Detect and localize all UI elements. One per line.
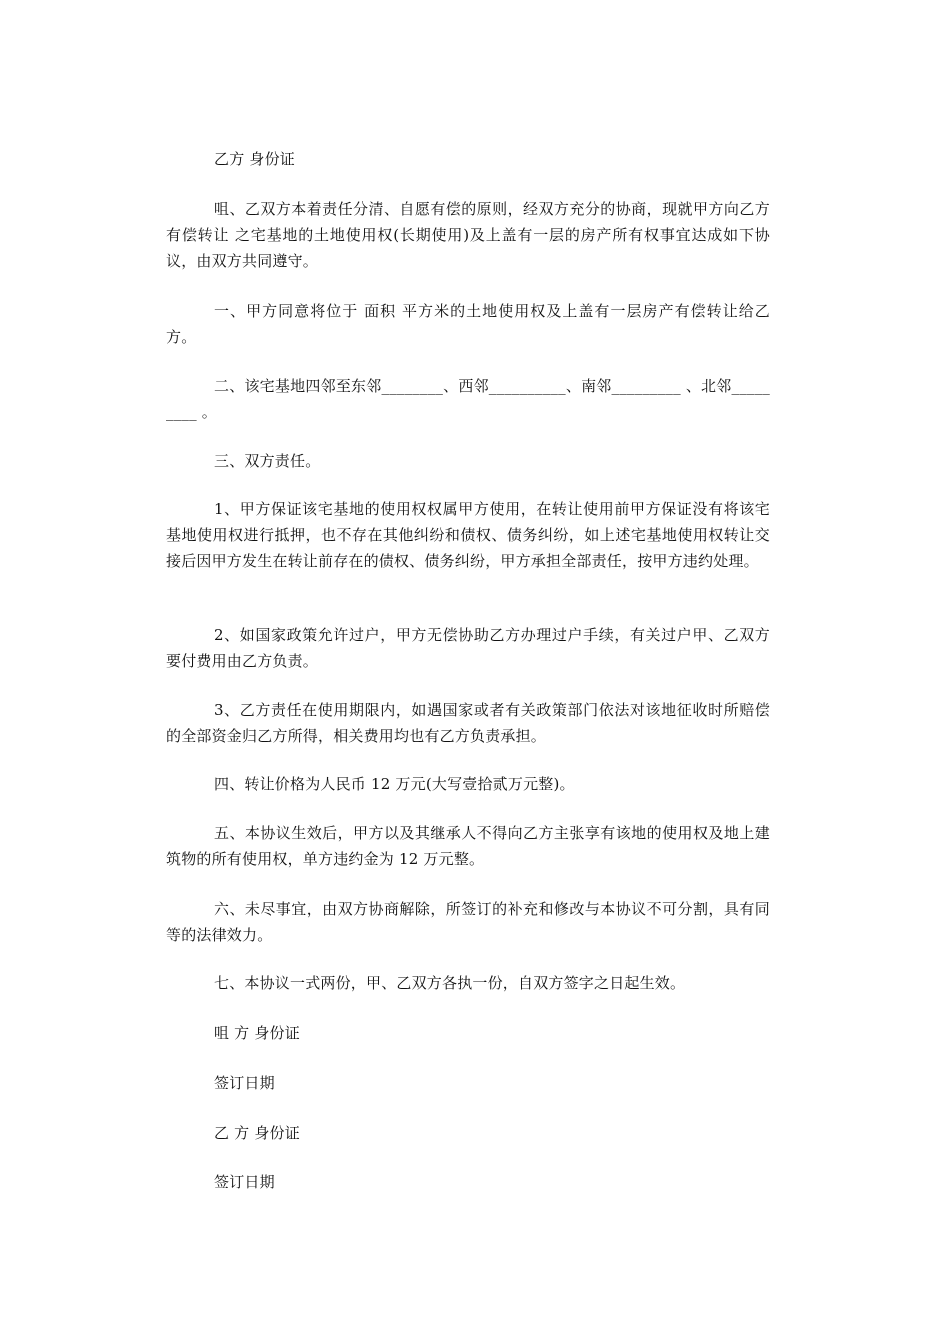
intro-paragraph: 咀、乙双方本着责任分清、自愿有偿的原则，经双方充分的协商，现就甲方向乙方有偿转让 之宅基地的土地使用权(长期使用)及上盖有一层的房产所有权事宜达成如下协议，由双方共同遵守。 xyxy=(166,200,770,270)
clause-5: 五、本协议生效后，甲方以及其继承人不得向乙方主张享有该地的使用权及地上建筑物的所有使用权，单方违约金为 12 万元整。 xyxy=(166,824,770,868)
clause-1: 一、甲方同意将位于 面积 平方米的土地使用权及上盖有一层房产有偿转让给乙方。 xyxy=(166,302,770,346)
clause-3-item-1: 1、甲方保证该宅基地的使用权权属甲方使用，在转让使用前甲方保证没有将该宅基地使用权进行抵押，也不存在其他纠纷和债权、债务纠纷，如上述宅基地使用权转让交接后因甲方发生在转让前存在的债权、债务纠纷，甲方承担全部责任，按甲方违约处理。 xyxy=(166,500,770,570)
clause-3-item-3: 3、乙方责任在使用期限内，如遇国家或者有关政策部门依法对该地征收时所赔偿的全部资金归乙方所得，相关费用均也有乙方负责承担。 xyxy=(166,701,770,745)
party-b-signature-line: 乙 方 身份证 xyxy=(214,1124,300,1142)
clause-3: 三、双方责任。 xyxy=(214,452,321,470)
party-a-date-line: 签订日期 xyxy=(214,1074,275,1092)
party-a-signature-line: 咀 方 身份证 xyxy=(214,1024,300,1042)
clause-2: 二、该宅基地四邻至东邻________、西邻__________、南邻_________ 、北邻_________ 。 xyxy=(166,377,770,421)
party-b-date-line: 签订日期 xyxy=(214,1173,275,1191)
clause-4: 四、转让价格为人民币 12 万元(大写壹拾贰万元整)。 xyxy=(214,775,575,793)
header-party-line: 乙方 身份证 xyxy=(214,150,295,168)
clause-3-item-2: 2、如国家政策允许过户，甲方无偿协助乙方办理过户手续，有关过户甲、乙双方要付费用由乙方负责。 xyxy=(166,626,770,670)
clause-6: 六、未尽事宜，由双方协商解除，所签订的补充和修改与本协议不可分割，具有同等的法律效力。 xyxy=(166,900,770,944)
clause-7: 七、本协议一式两份，甲、乙双方各执一份，自双方签字之日起生效。 xyxy=(214,974,686,992)
